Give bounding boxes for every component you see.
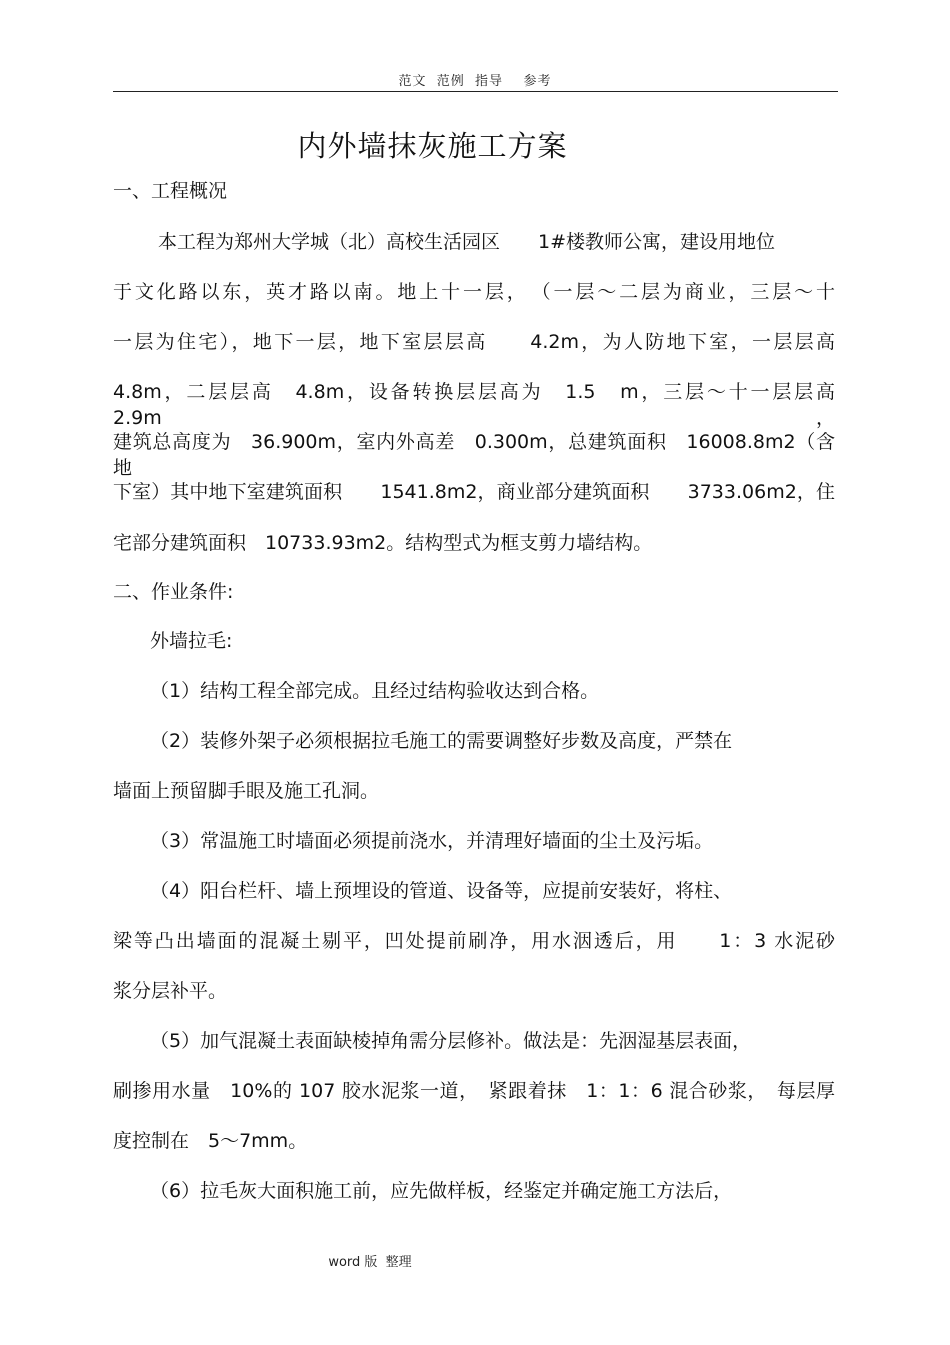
overview-line: 一层为住宅），地下一层，地下室层层高 4.2m，为人防地下室，一层层高 [113,331,835,353]
condition-line: 墙面上预留脚手眼及施工孔洞。 [113,780,380,802]
overview-line: 宅部分建筑面积 10733.93m2。结构型式为框支剪力墙结构。 [113,532,653,554]
overview-line: 下室）其中地下室建筑面积 1541.8m2，商业部分建筑面积 3733.06m2，住 [113,481,835,503]
page-footer: word 版 整理 [328,1255,412,1270]
condition-line: （4）阳台栏杆、墙上预埋设的管道、设备等，应提前安装好，将柱、 [150,880,733,902]
condition-line: 度控制在 5～7mm。 [113,1130,308,1152]
condition-line: 浆分层补平。 [113,980,228,1002]
header-divider [113,91,838,92]
condition-line: 刷掺用水量 10%的 107 胶水泥浆一道， 紧跟着抹 1：1：6 混合砂浆， 每层厚 [113,1080,835,1102]
condition-line: （2）装修外架子必须根据拉毛施工的需要调整好步数及高度，严禁在 [150,730,733,752]
overview-line: 4.8m，二层层高 4.8m，设备转换层层高为 1.5 m，三层～十一层层高 2.9m， [113,381,855,429]
condition-line: （5）加气混凝土表面缺棱掉角需分层修补。做法是：先洇湿基层表面， [150,1030,752,1052]
overview-line: 建筑总高度为 36.900m，室内外高差 0.300m，总建筑面积 16008.8m2（含地 [113,431,835,479]
overview-line: 本工程为郑州大学城（北）高校生活园区 1#楼教师公寓，建设用地位 [158,231,776,253]
section-heading-overview: 一、工程概况 [113,180,228,202]
condition-line: （6）拉毛灰大面积施工前，应先做样板，经鉴定并确定施工方法后， [150,1180,733,1202]
header-text: 范文 范例 指导 参考 [398,74,552,89]
section-heading-conditions: 二、作业条件: [113,581,234,603]
document-title: 内外墙抹灰施工方案 [297,129,568,163]
condition-line: （3）常温施工时墙面必须提前浇水，并清理好墙面的尘土及污垢。 [150,830,714,852]
overview-line: 于文化路以东，英才路以南。地上十一层， （一层～二层为商业，三层～十 [113,281,835,303]
subheading-exterior-wall: 外墙拉毛: [150,630,233,652]
condition-line: （1）结构工程全部完成。且经过结构验收达到合格。 [150,680,600,702]
condition-line: 梁等凸出墙面的混凝土剔平，凹处提前刷净，用水洇透后，用 1：3 水泥砂 [113,930,835,952]
